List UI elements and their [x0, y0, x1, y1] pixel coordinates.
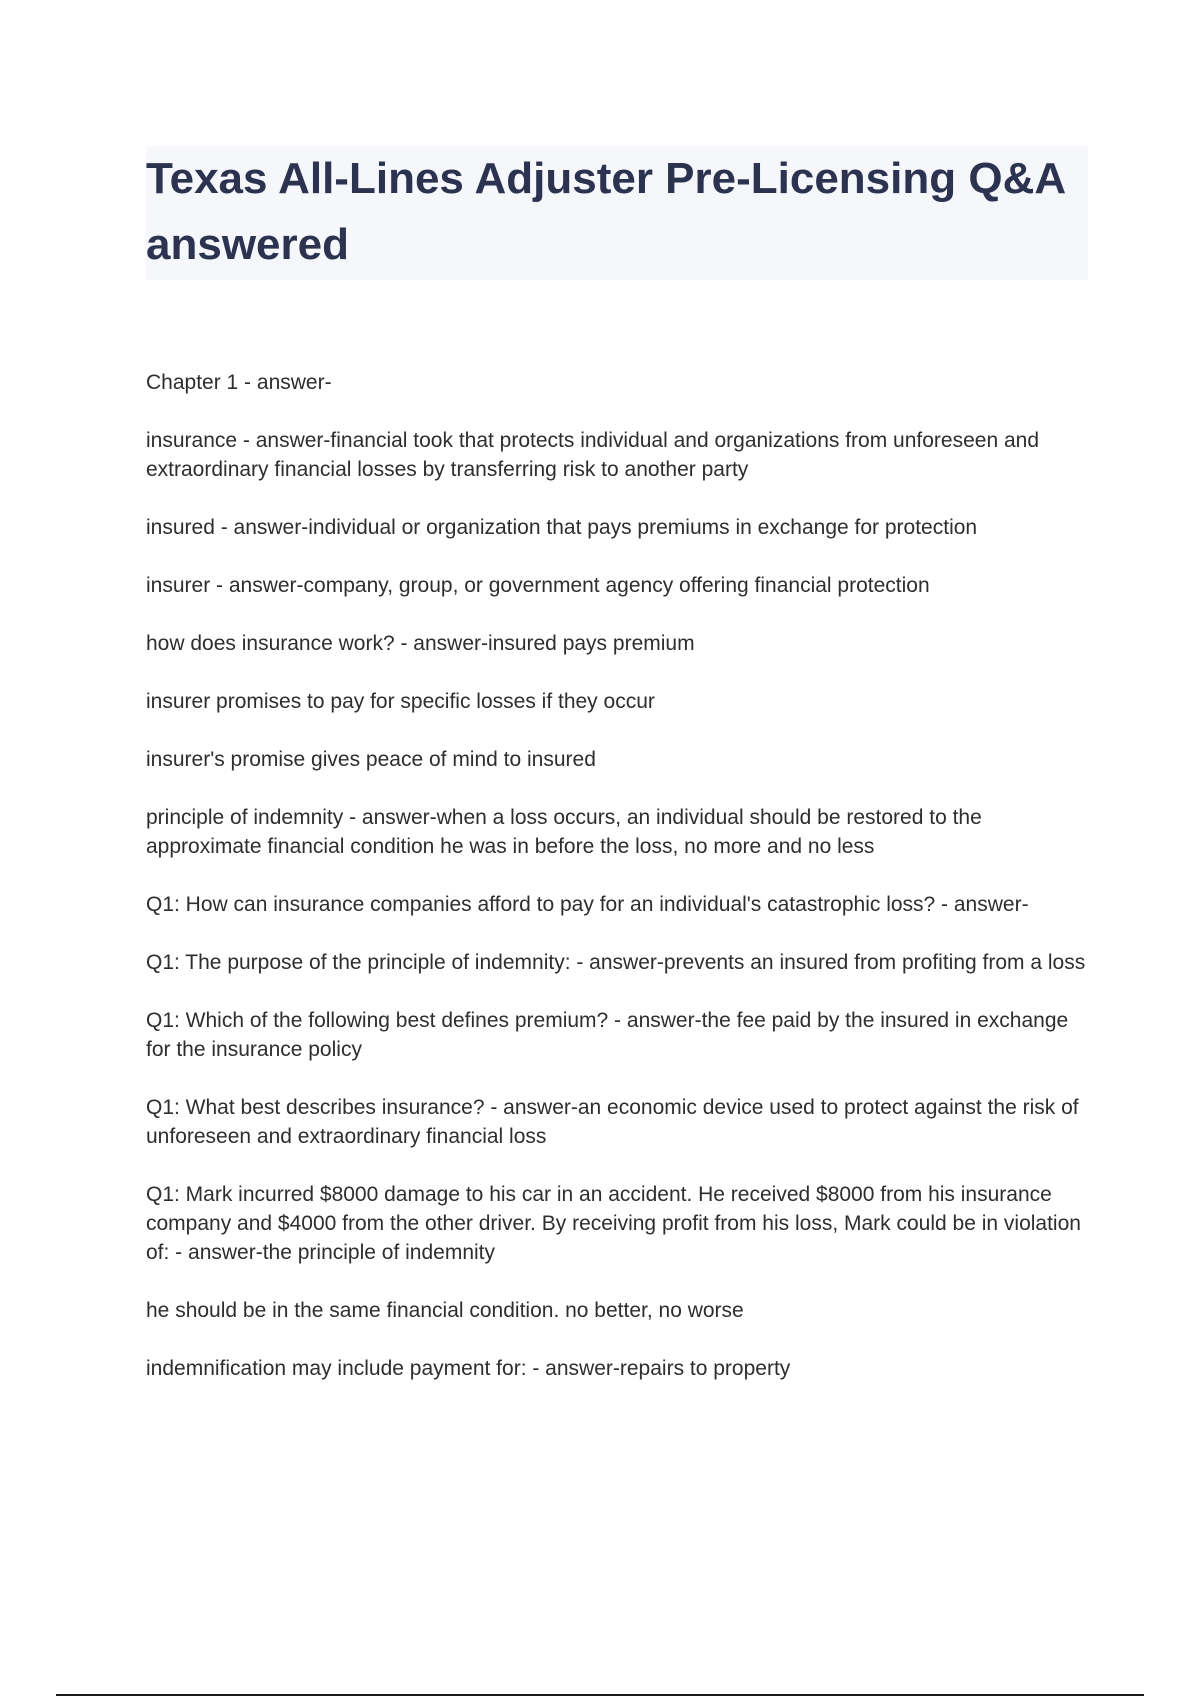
paragraph-indemnification-payment: indemnification may include payment for: - answer-repairs to property	[146, 1357, 791, 1380]
paragraph-q1-indemnity-purpose: Q1: The purpose of the principle of indemnity: - answer-prevents an insured from profiting from a loss	[146, 951, 1086, 974]
paragraph-how-insurance-works: how does insurance work? - answer-insured pays premium	[146, 632, 695, 655]
paragraph-insured-definition: insured - answer-individual or organization that pays premiums in exchange for protection	[146, 516, 978, 539]
document-body	[146, 368, 1096, 1412]
paragraph-q1-catastrophic-loss: Q1: How can insurance companies afford to pay for an individual's catastrophic loss? - answer-	[146, 893, 1029, 916]
paragraph-q1-premium: Q1: Which of the following best defines premium? - answer-the fee paid by the insured in exchange for the insurance policy	[146, 1009, 1069, 1061]
paragraph-insurance-definition: insurance - answer-financial took that protects individual and organizations from unforeseen and extraordinary financial losses by transferring risk to another party	[146, 429, 1040, 481]
paragraph-insurer-promises: insurer promises to pay for specific losses if they occur	[146, 690, 655, 713]
paragraph-chapter-1: Chapter 1 - answer-	[146, 371, 332, 394]
document-title: Texas All-Lines Adjuster Pre-Licensing Q&A answered	[146, 154, 1065, 269]
footer-divider	[56, 1694, 1144, 1696]
paragraph-insurer-definition: insurer - answer-company, group, or government agency offering financial protection	[146, 574, 930, 597]
paragraph-principle-of-indemnity: principle of indemnity - answer-when a loss occurs, an individual should be restored to the approximate financial condition he was in before the loss, no more and no less	[146, 806, 982, 858]
paragraph-peace-of-mind: insurer's promise gives peace of mind to insured	[146, 748, 596, 771]
title-block	[146, 146, 1088, 280]
paragraph-q1-describes-insurance: Q1: What best describes insurance? - answer-an economic device used to protect against the risk of unforeseen and extraordinary financial loss	[146, 1096, 1079, 1148]
paragraph-same-financial-condition: he should be in the same financial condition. no better, no worse	[146, 1299, 744, 1322]
paragraph-q1-mark-accident: Q1: Mark incurred $8000 damage to his car in an accident. He received $8000 from his insurance company and $4000 from the other driver. By receiving profit from his loss, Mark could be in violation of: - answer-the principle of indemnity	[146, 1183, 1081, 1264]
